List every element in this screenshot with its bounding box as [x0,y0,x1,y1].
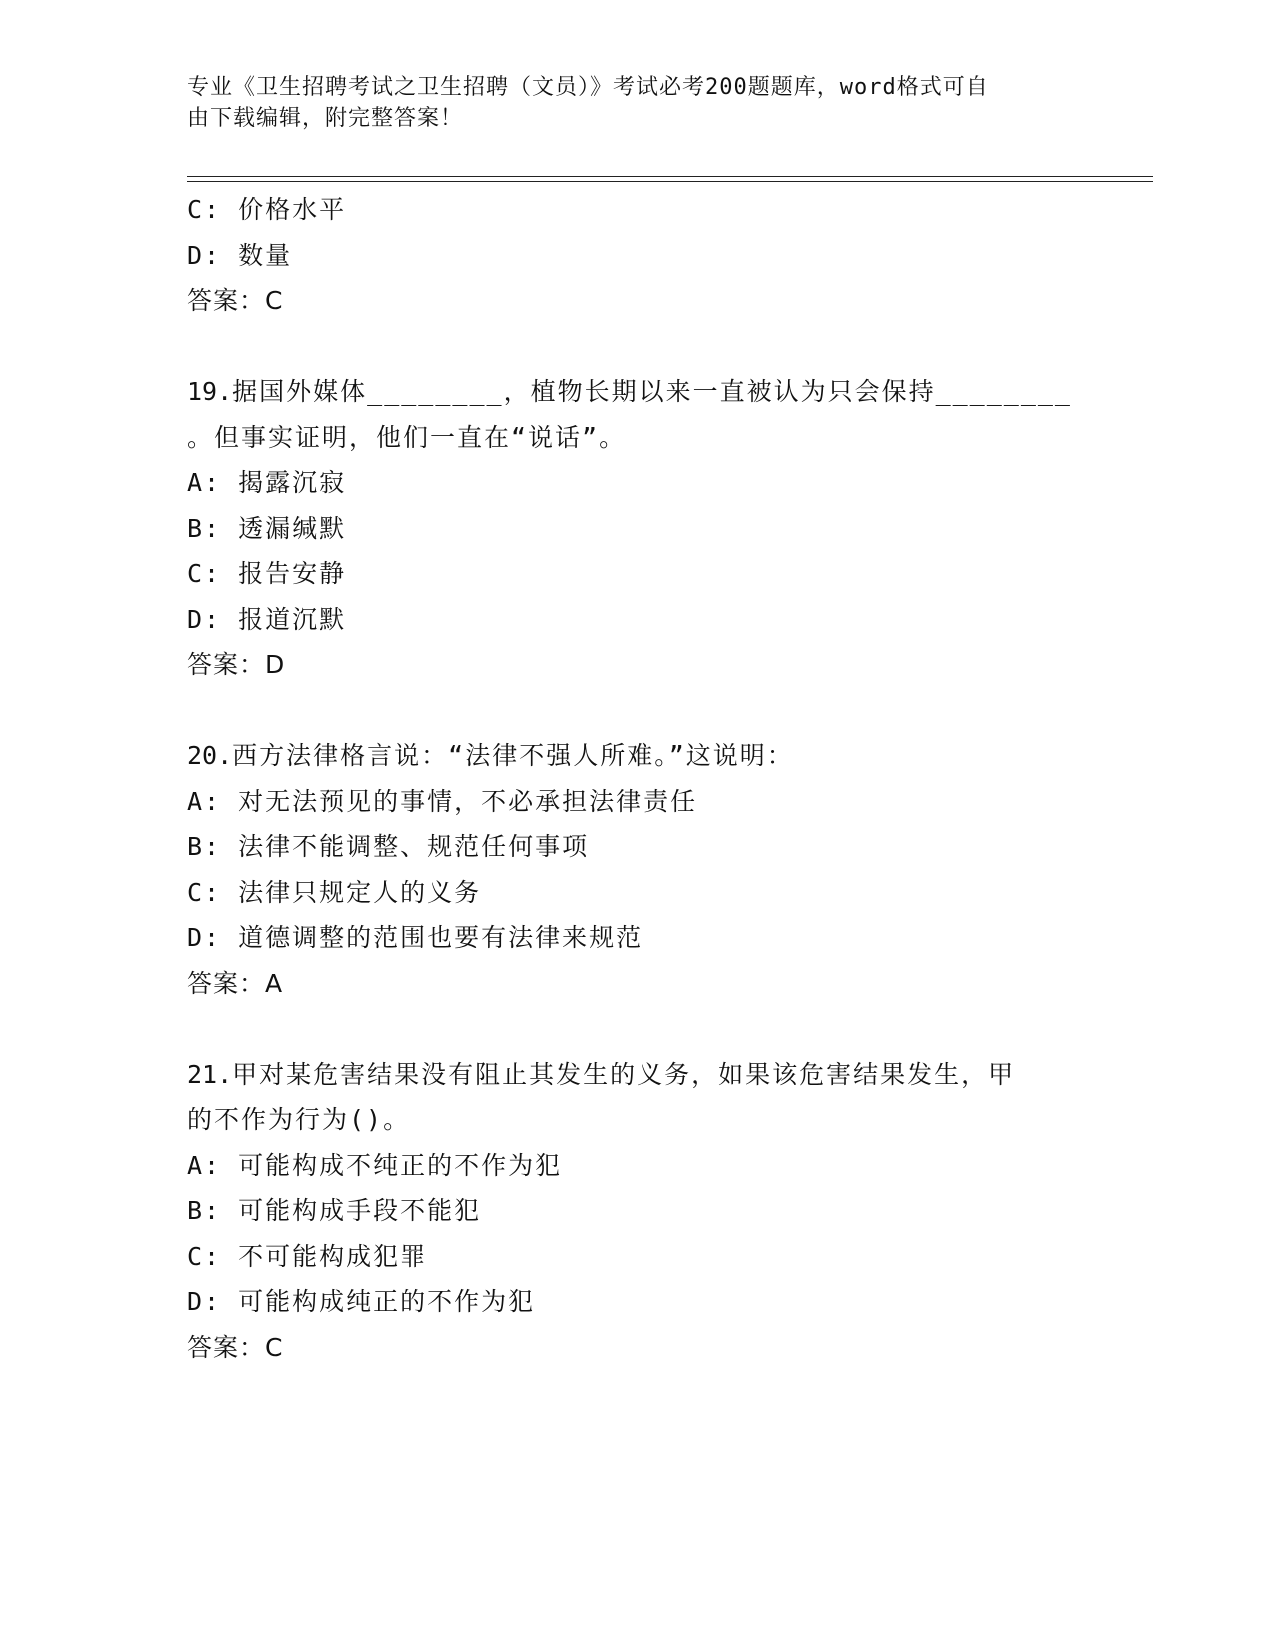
option-text: 法律不能调整、规范任何事项 [238,832,590,861]
option-a [187,460,1107,506]
option-b [187,824,1107,870]
option-d [187,597,1107,643]
question-19 [187,369,1107,688]
option-letter: C: [187,559,222,588]
option-text: 数量 [238,240,293,270]
option-c [187,187,1107,233]
option-text: 可能构成不纯正的不作为犯 [238,1150,563,1180]
option-a [187,1143,1107,1189]
question-stem-text: 据国外媒体________，植物长期以来一直被认为只会保持________ [232,377,1072,406]
option-letter: D: [187,923,222,952]
question-20 [187,733,1107,1006]
option-text: 对无法预见的事情，不必承担法律责任 [238,786,698,816]
answer-label: 答案： [187,650,266,679]
option-b [187,1188,1107,1234]
option-letter: B: [187,832,222,861]
answer-value: D [265,650,286,679]
option-letter: C: [187,877,222,907]
option-d [187,233,1107,279]
question-stem-line [187,369,1107,415]
option-letter: A: [187,468,222,497]
option-text: 透漏缄默 [238,513,347,543]
question-number: 20. [187,741,233,770]
header-divider-bottom [187,181,1153,182]
answer-value: C [265,1332,284,1362]
question-stem-text: 的不作为行为()。 [187,1105,411,1134]
answer-line [187,1325,1107,1371]
option-letter: B: [187,513,222,543]
question-21 [187,1052,1107,1371]
option-letter: C: [187,1241,222,1271]
option-text: 报道沉默 [238,604,347,634]
answer-line [187,642,1107,688]
answer-label: 答案： [187,286,266,315]
answer-value: C [265,286,284,315]
option-text: 道德调整的范围也要有法律来规范 [238,923,644,952]
answer-line [187,278,1107,324]
header-line-2: 由下载编辑，附完整答案！ [187,106,464,131]
header-line-1: 专业《卫生招聘考试之卫生招聘（文员）》考试必考200题题库，word格式可自 [187,75,989,100]
question-stem-line [187,1097,1107,1143]
option-text: 价格水平 [238,195,347,224]
question-number: 21. [187,1059,233,1089]
answer-value: A [265,968,284,998]
option-text: 法律只规定人的义务 [238,877,482,907]
option-text: 可能构成纯正的不作为犯 [238,1287,536,1316]
option-letter: C: [187,195,222,224]
option-letter: A: [187,1150,222,1180]
question-stem-line [187,415,1107,461]
option-letter: D: [187,240,222,270]
question-stem-line [187,733,1107,779]
option-c [187,551,1107,597]
question-18-tail [187,187,1107,324]
answer-label: 答案： [187,968,266,998]
option-text: 可能构成手段不能犯 [238,1196,482,1225]
header-divider-top [187,176,1153,177]
question-list [187,187,1107,1370]
option-c [187,870,1107,916]
option-b [187,506,1107,552]
option-letter: D: [187,1287,222,1316]
answer-line [187,961,1107,1007]
question-stem-text: 。但事实证明，他们一直在“说话”。 [187,422,627,452]
answer-label: 答案： [187,1332,266,1362]
option-letter: D: [187,604,222,634]
question-number: 19. [187,377,233,406]
option-c [187,1234,1107,1280]
option-d [187,915,1107,961]
question-stem-line [187,1052,1107,1098]
page-header [187,72,1067,134]
option-a [187,779,1107,825]
question-stem-text: 甲对某危害结果没有阻止其发生的义务，如果该危害结果发生，甲 [232,1059,1016,1089]
option-text: 揭露沉寂 [238,468,347,497]
option-d [187,1279,1107,1325]
option-text: 报告安静 [238,559,347,588]
question-stem-text: 西方法律格言说：“法律不强人所难。”这说明： [232,741,794,770]
option-letter: B: [187,1196,222,1225]
option-text: 不可能构成犯罪 [238,1241,428,1271]
option-letter: A: [187,786,222,816]
